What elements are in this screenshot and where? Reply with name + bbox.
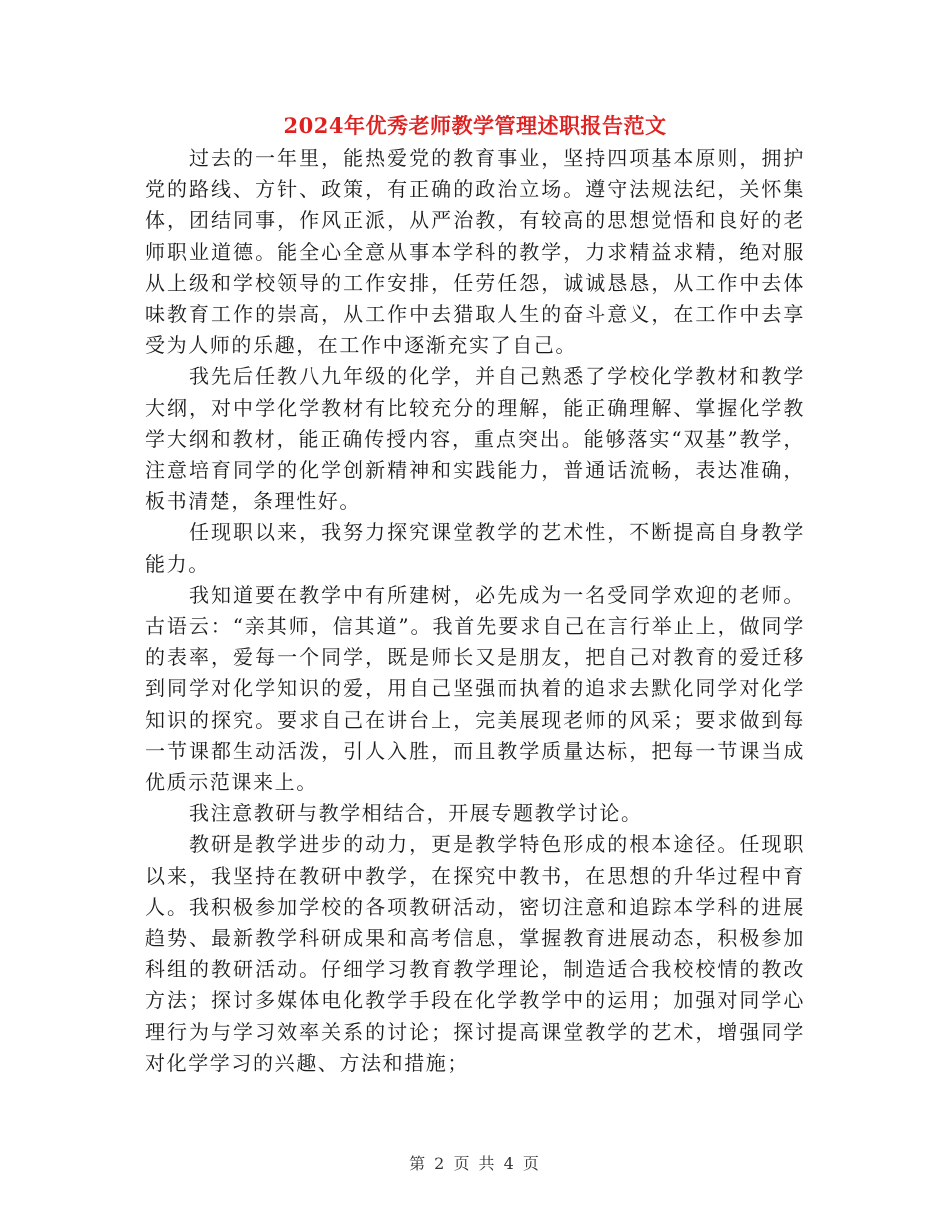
paragraph: 我先后任教八九年级的化学，并自己熟悉了学校化学教材和教学大纲，对中学化学教材有比较充分的理解，能正确理解、掌握化学教学大纲和教材，能正确传授内容，重点突出。能够落实“双基”教学，注意培育同学的化学创新精神和实践能力，普通话流畅，表达准确，板书清楚，条理性好。 — [145, 364, 805, 514]
paragraph: 任现职以来，我努力探究课堂教学的艺术性，不断提高自身教学能力。 — [145, 520, 805, 576]
paragraph: 过去的一年里，能热爱党的教育事业，坚持四项基本原则，拥护党的路线、方针、政策，有正确的政治立场。遵守法规法纪，关怀集体，团结同事，作风正派，从严治教，有较高的思想觉悟和良好的老师职业道德。能全心全意从事本学科的教学，力求精益求精，绝对服从上级和学校领导的工作安排，任劳任怨，诚诚恳恳，从工作中去体味教育工作的崇高，从工作中去猎取人生的奋斗意义，在工作中去享受为人师的乐趣，在工作中逐渐充实了自己。 — [145, 146, 805, 358]
page-number-footer: 第 2 页 共 4 页 — [409, 1154, 541, 1173]
document-title: 2024年优秀老师教学管理述职报告范文 — [283, 113, 667, 138]
paragraph: 我注意教研与教学相结合，开展专题教学讨论。 — [189, 801, 643, 826]
document-body — [145, 143, 805, 1079]
paragraph: 我知道要在教学中有所建树，必先成为一名受同学欢迎的老师。古语云：“亲其师，信其道”。我首先要求自己在言行举止上，做同学的表率，爱每一个同学，既是师长又是朋友，把自己对教育的爱迁移到同学对化学知识的爱，用自己坚强而执着的追求去默化同学对化学知识的探究。要求自己在讲台上，完美展现老师的风采；要求做到每一节课都生动活泼，引人入胜，而且教学质量达标，把每一节课当成优质示范课来上。 — [145, 582, 805, 795]
paragraph: 教研是教学进步的动力，更是教学特色形成的根本途径。任现职以来，我坚持在教研中教学，在探究中教书，在思想的升华过程中育人。我积极参加学校的各项教研活动，密切注意和追踪本学科的进展趋势、最新教学科研成果和高考信息，掌握教育进展动态，积极参加科组的教研活动。仔细学习教育教学理论，制造适合我校校情的教改方法；探讨多媒体电化教学手段在化学教学中的运用；加强对同学心理行为与学习效率关系的讨论；探讨提高课堂教学的艺术，增强同学对化学学习的兴趣、方法和措施； — [145, 832, 805, 1075]
